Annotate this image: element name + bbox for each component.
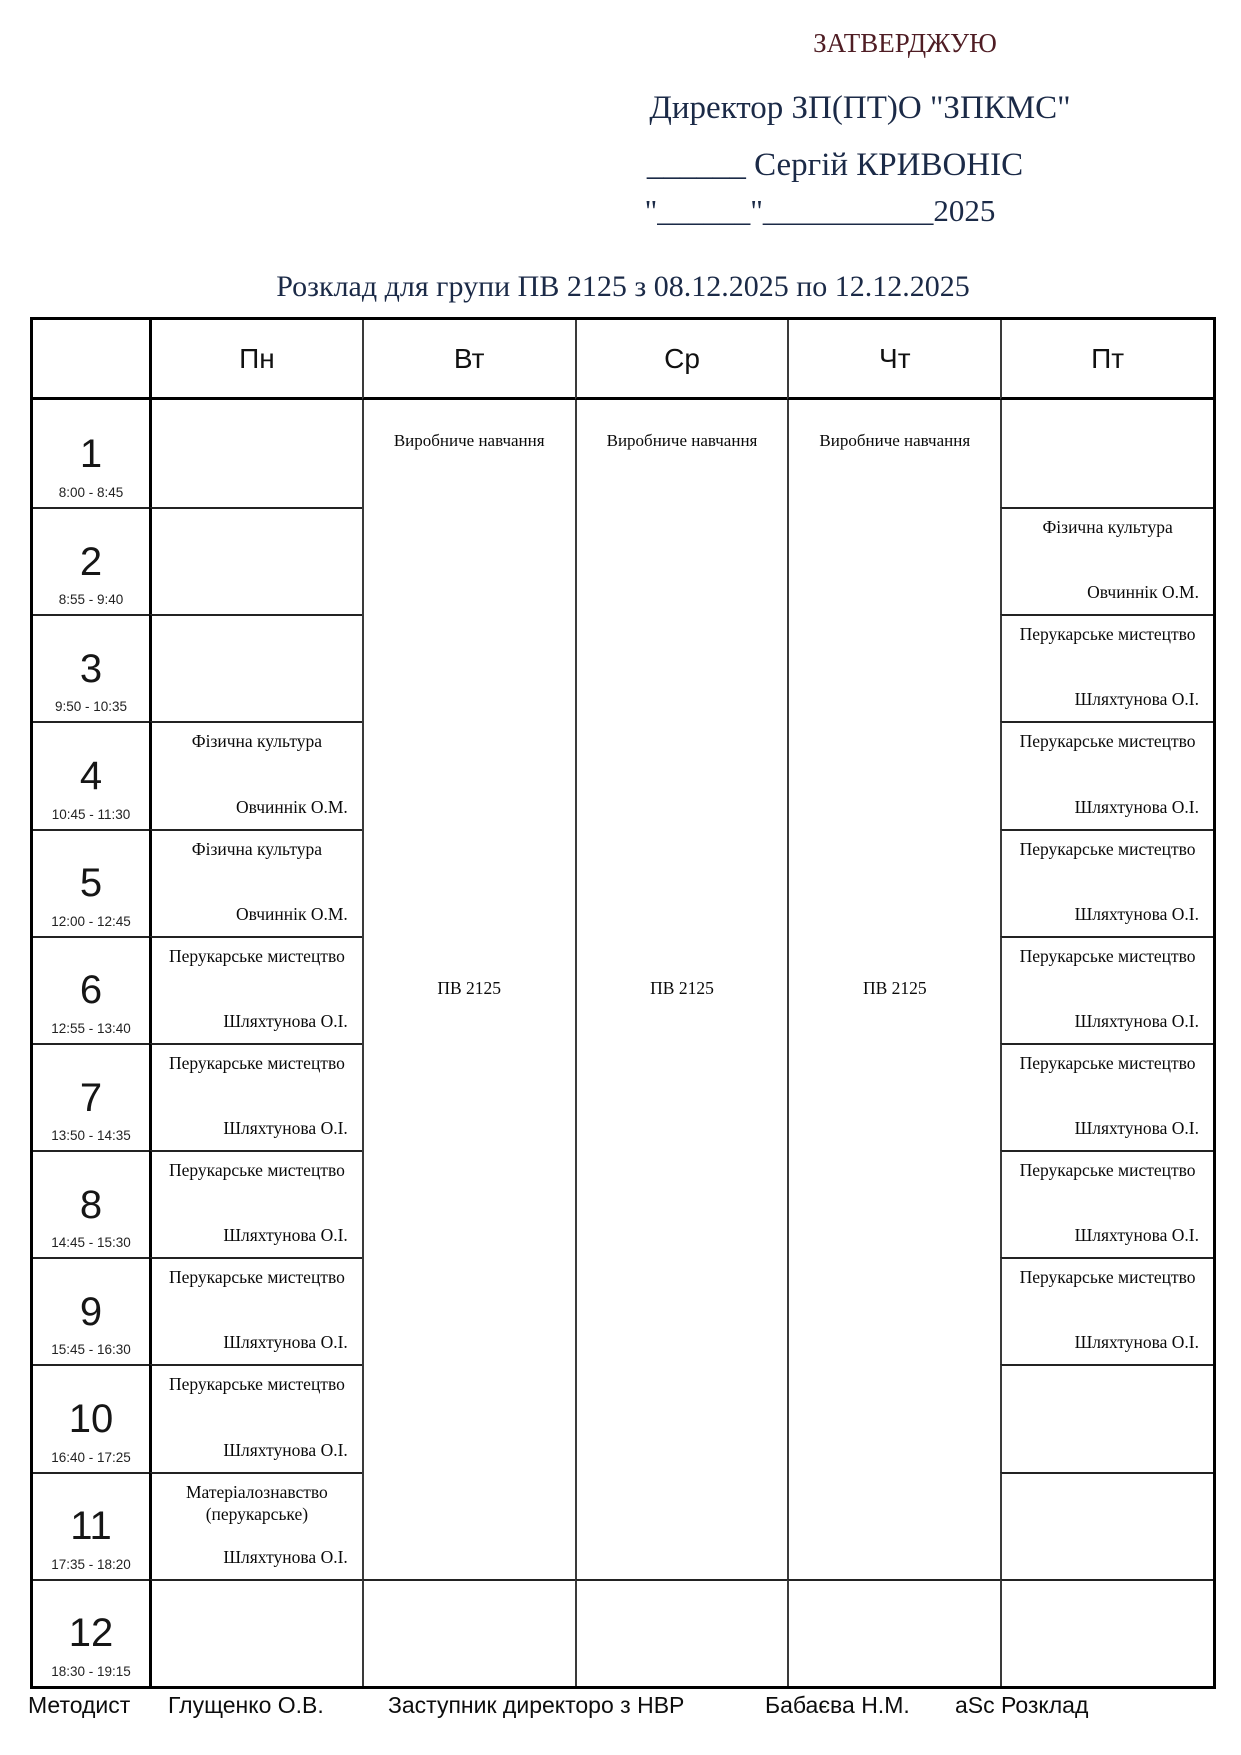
period-cell-4 <box>33 721 149 828</box>
lesson-subject: Перукарське мистецтво <box>1019 624 1196 645</box>
practice-subject: Виробниче навчання <box>606 431 758 450</box>
period-time: 18:30 - 19:15 <box>51 1663 131 1679</box>
practice-group: ПВ 2125 <box>650 978 714 999</box>
director-signature-line: ______ Сергій КРИВОНІС <box>646 147 1024 183</box>
lesson-cell-tue-p12 <box>362 1579 575 1686</box>
practice-subject: Виробниче навчання <box>819 431 971 450</box>
lesson-cell-fri-p1 <box>1000 400 1213 507</box>
footer-deputy-name: Бабаєва Н.М. <box>765 1692 910 1718</box>
period-time: 17:35 - 18:20 <box>51 1556 131 1572</box>
period-cell-3 <box>33 614 149 721</box>
page-title: Розклад для групи ПВ 2125 з 08.12.2025 по 12.12.2025 <box>276 270 970 303</box>
lesson-cell-mon-p9 <box>149 1257 362 1364</box>
period-cell-11 <box>33 1472 149 1579</box>
period-cell-2 <box>33 507 149 614</box>
lesson-subject: Перукарське мистецтво <box>1019 731 1196 752</box>
lesson-subject: Перукарське мистецтво <box>168 1374 345 1395</box>
lesson-cell-mon-p12 <box>149 1579 362 1686</box>
lesson-cell-fri-p7 <box>1000 1043 1213 1150</box>
lesson-cell-wed-p12 <box>575 1579 788 1686</box>
lesson-subject: Перукарське мистецтво <box>1019 1267 1196 1288</box>
lesson-cell-mon-p7 <box>149 1043 362 1150</box>
lesson-cell-mon-p2 <box>149 507 362 614</box>
period-number: 7 <box>79 1075 103 1120</box>
period-number: 11 <box>70 1504 112 1549</box>
period-number: 9 <box>79 1289 103 1334</box>
period-cell-12 <box>33 1579 149 1686</box>
period-time: 10:45 - 11:30 <box>51 806 131 822</box>
lesson-teacher: Шляхтунова О.І. <box>1074 689 1199 710</box>
lesson-cell-fri-p8 <box>1000 1150 1213 1257</box>
lesson-teacher: Шляхтунова О.І. <box>1074 903 1199 924</box>
day-header-thu: Чт <box>787 320 1000 400</box>
period-cell-6 <box>33 936 149 1043</box>
lesson-cell-mon-p6 <box>149 936 362 1043</box>
lesson-cell-mon-p10 <box>149 1364 362 1471</box>
period-number: 2 <box>79 539 103 584</box>
practice-group: ПВ 2125 <box>862 978 927 999</box>
lesson-teacher: Шляхтунова О.І. <box>223 1010 348 1031</box>
practice-cell-wed <box>575 400 788 1579</box>
lesson-subject: Перукарське мистецтво <box>168 1052 345 1073</box>
practice-subject: Виробниче навчання <box>393 431 545 450</box>
footer-deputy-label: Заступник директоро з НВР <box>388 1692 685 1718</box>
period-number: 4 <box>79 754 103 799</box>
footer-methodist-label: Методист <box>28 1692 131 1718</box>
day-header-wed: Ср <box>575 320 788 400</box>
lesson-teacher: Овчиннік О.М. <box>235 903 348 924</box>
practice-cell-thu <box>787 400 1000 1579</box>
day-header-mon: Пн <box>149 320 362 400</box>
period-cell-8 <box>33 1150 149 1257</box>
lesson-cell-mon-p1 <box>149 400 362 507</box>
lesson-teacher: Овчиннік О.М. <box>1087 582 1199 603</box>
approval-stamp: ЗАТВЕРДЖУЮ <box>813 28 997 58</box>
footer-asc-brand: aSc Розклад <box>955 1692 1089 1718</box>
period-time: 14:45 - 15:30 <box>51 1235 131 1251</box>
lesson-teacher: Шляхтунова О.І. <box>1074 796 1199 817</box>
period-time: 8:00 - 8:45 <box>58 485 124 501</box>
day-header-fri: Пт <box>1000 320 1213 400</box>
approval-date-line: "______"___________2025 <box>644 193 996 228</box>
period-number: 5 <box>79 861 103 906</box>
lesson-subject: Перукарське мистецтво <box>1019 945 1196 966</box>
lesson-teacher: Овчиннік О.М. <box>235 796 348 817</box>
period-cell-1 <box>33 400 149 507</box>
corner-cell <box>33 320 149 400</box>
footer-methodist-name: Глущенко О.В. <box>168 1692 324 1718</box>
timetable <box>30 317 1216 1689</box>
lesson-teacher: Шляхтунова О.І. <box>223 1546 348 1567</box>
lesson-subject: Перукарське мистецтво <box>1019 838 1196 859</box>
day-header-tue: Вт <box>362 320 575 400</box>
lesson-cell-mon-p11 <box>149 1472 362 1579</box>
lesson-cell-mon-p3 <box>149 614 362 721</box>
lesson-subject: Перукарське мистецтво <box>1019 1160 1196 1181</box>
lesson-subject: Перукарське мистецтво <box>168 1160 345 1181</box>
lesson-cell-fri-p4 <box>1000 721 1213 828</box>
director-title-line: Директор ЗП(ПТ)О "ЗПКМС" <box>649 90 1071 126</box>
lesson-cell-fri-p2 <box>1000 507 1213 614</box>
lesson-teacher: Шляхтунова О.І. <box>223 1118 348 1139</box>
footer <box>0 1692 1241 1722</box>
period-number: 10 <box>68 1397 114 1442</box>
lesson-cell-fri-p3 <box>1000 614 1213 721</box>
lesson-teacher: Шляхтунова О.І. <box>223 1225 348 1246</box>
period-cell-5 <box>33 829 149 936</box>
lesson-subject: Фізична культура <box>191 838 323 859</box>
lesson-cell-mon-p8 <box>149 1150 362 1257</box>
lesson-cell-mon-p4 <box>149 721 362 828</box>
lesson-teacher: Шляхтунова О.І. <box>1074 1010 1199 1031</box>
practice-group: ПВ 2125 <box>437 978 502 999</box>
period-time: 13:50 - 14:35 <box>51 1128 131 1144</box>
lesson-subject: Перукарське мистецтво <box>168 1267 345 1288</box>
lesson-cell-fri-p9 <box>1000 1257 1213 1364</box>
period-number: 8 <box>79 1182 103 1227</box>
lesson-cell-thu-p12 <box>787 1579 1000 1686</box>
lesson-subject: Фізична культура <box>1042 517 1173 538</box>
period-time: 9:50 - 10:35 <box>54 699 128 715</box>
lesson-cell-fri-p11 <box>1000 1472 1213 1579</box>
period-cell-7 <box>33 1043 149 1150</box>
lesson-teacher: Шляхтунова О.І. <box>223 1332 348 1353</box>
lesson-cell-fri-p12 <box>1000 1579 1213 1686</box>
lesson-teacher: Шляхтунова О.І. <box>223 1439 348 1460</box>
period-time: 16:40 - 17:25 <box>51 1449 131 1465</box>
lesson-teacher: Шляхтунова О.І. <box>1074 1332 1199 1353</box>
period-cell-9 <box>33 1257 149 1364</box>
lesson-cell-fri-p10 <box>1000 1364 1213 1471</box>
lesson-cell-fri-p6 <box>1000 936 1213 1043</box>
period-number: 1 <box>79 431 103 476</box>
period-time: 12:00 - 12:45 <box>51 913 131 929</box>
lesson-cell-mon-p5 <box>149 829 362 936</box>
lesson-subject: Перукарське мистецтво <box>1019 1052 1196 1073</box>
lesson-subject: Фізична культура <box>191 731 323 752</box>
lesson-subject: Перукарське мистецтво <box>168 945 345 966</box>
period-number: 12 <box>68 1611 114 1656</box>
lesson-teacher: Шляхтунова О.І. <box>1074 1118 1199 1139</box>
lesson-teacher: Шляхтунова О.І. <box>1074 1225 1199 1246</box>
period-number: 6 <box>79 968 103 1013</box>
period-cell-10 <box>33 1364 149 1471</box>
period-time: 15:45 - 16:30 <box>51 1342 131 1358</box>
period-number: 3 <box>79 646 103 691</box>
lesson-cell-fri-p5 <box>1000 829 1213 936</box>
period-time: 8:55 - 9:40 <box>58 592 124 608</box>
practice-cell-tue <box>362 400 575 1579</box>
period-time: 12:55 - 13:40 <box>51 1020 131 1036</box>
lesson-subject: Матеріалознавство (перукарське) <box>185 1481 328 1525</box>
